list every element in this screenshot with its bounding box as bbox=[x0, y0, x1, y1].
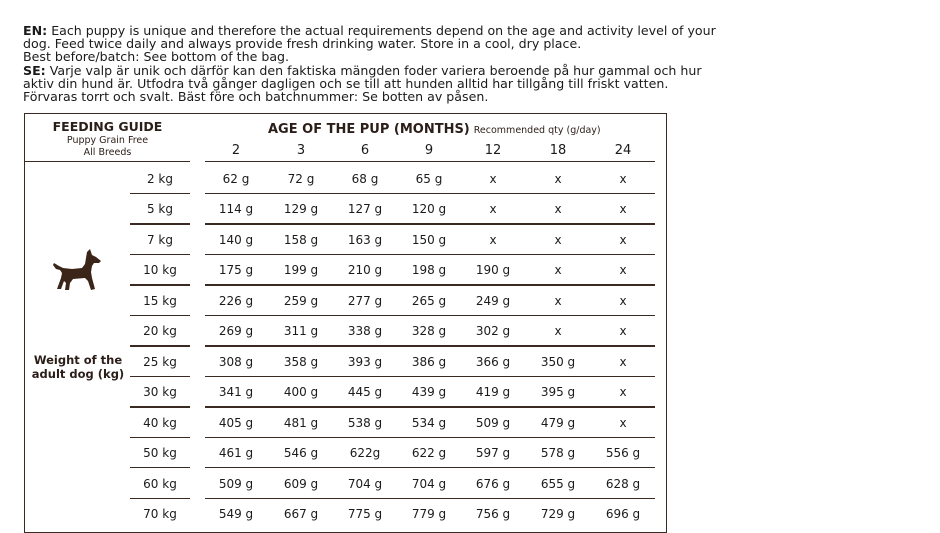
row-divider bbox=[205, 437, 655, 438]
qty-cell: 163 g bbox=[347, 232, 383, 247]
row-divider bbox=[205, 254, 655, 255]
row-divider bbox=[130, 254, 190, 255]
month-header: 12 bbox=[484, 143, 502, 158]
row-divider bbox=[205, 406, 655, 407]
se-line-3: Förvaras torrt och svalt. Bäst före och batchnummer: Se botten av påsen. bbox=[23, 89, 489, 105]
row-divider bbox=[130, 315, 190, 316]
weight-cell: 70 kg bbox=[143, 506, 177, 521]
qty-cell: x bbox=[489, 172, 497, 186]
qty-cell: 393 g bbox=[347, 354, 383, 369]
qty-cell: 578 g bbox=[540, 446, 576, 461]
qty-cell: 549 g bbox=[218, 506, 254, 521]
en-line-3: Best before/batch: See bottom of the bag. bbox=[23, 49, 290, 65]
en-text-1: Each puppy is unique and therefore the actual requirements depend on the age and activity level of your bbox=[47, 23, 716, 38]
month-header: 24 bbox=[614, 143, 632, 158]
se-line-1 bbox=[23, 64, 723, 77]
qty-cell: x bbox=[619, 202, 627, 217]
month-header: 2 bbox=[231, 143, 241, 158]
weight-cell: 30 kg bbox=[143, 385, 177, 400]
weight-cell: 2 kg bbox=[146, 172, 173, 186]
qty-cell: 775 g bbox=[347, 506, 383, 521]
qty-cell: 158 g bbox=[283, 232, 319, 247]
qty-cell: 538 g bbox=[347, 415, 383, 430]
qty-cell: 338 g bbox=[347, 324, 383, 339]
month-header: 18 bbox=[549, 143, 567, 158]
row-divider bbox=[205, 498, 655, 499]
qty-cell: 556 g bbox=[605, 446, 641, 461]
subtitle-line-1: Puppy Grain Free bbox=[66, 135, 149, 146]
qty-cell: 729 g bbox=[540, 506, 576, 521]
row-divider bbox=[205, 315, 655, 316]
qty-cell: x bbox=[554, 324, 562, 339]
month-header: 9 bbox=[424, 143, 434, 158]
feeding-guide-subtitle bbox=[28, 135, 187, 158]
qty-cell: 386 g bbox=[411, 354, 447, 369]
qty-cell: 190 g bbox=[475, 263, 511, 278]
weight-cell: 50 kg bbox=[143, 446, 177, 461]
qty-cell: 509 g bbox=[218, 476, 254, 491]
qty-cell: 405 g bbox=[218, 415, 254, 430]
qty-cell: 622 g bbox=[411, 446, 447, 461]
qty-cell: 439 g bbox=[411, 385, 447, 400]
qty-cell: 65 g bbox=[415, 172, 443, 186]
qty-cell: 609 g bbox=[283, 476, 319, 491]
qty-cell: 150 g bbox=[411, 232, 447, 247]
qty-cell: x bbox=[619, 263, 627, 278]
qty-cell: 509 g bbox=[475, 415, 511, 430]
qty-cell: x bbox=[619, 232, 627, 247]
qty-cell: 277 g bbox=[347, 293, 383, 308]
qty-cell: 114 g bbox=[218, 202, 254, 217]
subtitle-line-2: All Breeds bbox=[83, 146, 132, 158]
qty-cell: 62 g bbox=[222, 172, 250, 186]
se-label: SE: bbox=[23, 62, 46, 78]
age-header bbox=[268, 118, 601, 137]
row-divider bbox=[130, 376, 190, 377]
weight-cell: 25 kg bbox=[143, 354, 177, 369]
qty-cell: 249 g bbox=[475, 293, 511, 308]
qty-cell: 667 g bbox=[283, 506, 319, 521]
weight-cell: 10 kg bbox=[143, 263, 177, 278]
qty-cell: 597 g bbox=[475, 446, 511, 461]
se-line-2: aktiv din hund är. Utfodra två gånger dagligen och se till att hunden alltid har tillgång till friskt vatten. bbox=[23, 75, 669, 91]
qty-cell: x bbox=[619, 172, 627, 186]
qty-cell: 350 g bbox=[540, 354, 576, 369]
qty-cell: 129 g bbox=[283, 202, 319, 217]
qty-cell: 198 g bbox=[411, 263, 447, 278]
qty-cell: 628 g bbox=[605, 476, 641, 491]
month-header: 6 bbox=[360, 143, 370, 158]
weight-cell: 7 kg bbox=[146, 232, 173, 247]
qty-cell: x bbox=[619, 385, 627, 400]
qty-cell: 68 g bbox=[351, 172, 379, 186]
qty-cell: 175 g bbox=[218, 263, 254, 278]
row-divider bbox=[205, 193, 655, 194]
weight-cell: 20 kg bbox=[143, 324, 177, 339]
qty-cell: 655 g bbox=[540, 476, 576, 491]
qty-cell: 479 g bbox=[540, 415, 576, 430]
row-divider bbox=[130, 284, 190, 285]
qty-cell: 226 g bbox=[218, 293, 254, 308]
se-text-1: Varje valp är unik och därför kan den faktiska mängden foder variera beroende på hur gammal och hur bbox=[45, 62, 702, 78]
qty-cell: 704 g bbox=[411, 476, 447, 491]
qty-cell: x bbox=[619, 415, 627, 430]
row-divider bbox=[130, 345, 190, 346]
feeding-guide-title: FEEDING GUIDE bbox=[52, 119, 163, 134]
weight-cell: 5 kg bbox=[146, 202, 173, 217]
qty-cell: x bbox=[489, 202, 497, 217]
qty-cell: 534 g bbox=[411, 415, 447, 430]
qty-cell: 481 g bbox=[283, 415, 319, 430]
qty-cell: 546 g bbox=[283, 446, 319, 461]
header-divider bbox=[24, 161, 190, 162]
qty-cell: x bbox=[619, 324, 627, 339]
en-line-2: dog. Feed twice daily and always provide fresh drinking water. Store in a cool, dry place. bbox=[23, 36, 582, 52]
qty-cell: 622g bbox=[349, 446, 381, 461]
weight-label-line-1: Weight of the bbox=[33, 353, 123, 367]
qty-cell: 127 g bbox=[347, 202, 383, 217]
qty-cell: 696 g bbox=[605, 506, 641, 521]
header-divider bbox=[205, 161, 655, 162]
qty-note: Recommended qty (g/day) bbox=[473, 125, 601, 136]
qty-cell: 676 g bbox=[475, 476, 511, 491]
dog-silhouette-icon bbox=[52, 248, 102, 292]
qty-cell: 199 g bbox=[283, 263, 319, 278]
row-divider bbox=[205, 345, 655, 346]
qty-cell: x bbox=[619, 354, 627, 369]
qty-cell: 704 g bbox=[347, 476, 383, 491]
qty-cell: 302 g bbox=[475, 324, 511, 339]
qty-cell: x bbox=[554, 172, 562, 186]
weight-cell: 15 kg bbox=[143, 293, 177, 308]
weight-cell: 60 kg bbox=[143, 476, 177, 491]
row-divider bbox=[130, 498, 190, 499]
qty-cell: 341 g bbox=[218, 385, 254, 400]
row-divider bbox=[205, 467, 655, 468]
en-label: EN: bbox=[23, 23, 48, 38]
qty-cell: 419 g bbox=[475, 385, 511, 400]
row-divider bbox=[130, 223, 190, 224]
qty-cell: 140 g bbox=[218, 232, 254, 247]
weight-axis-label bbox=[30, 353, 126, 381]
qty-cell: 72 g bbox=[287, 172, 315, 186]
qty-cell: x bbox=[554, 202, 562, 217]
age-header-title: AGE OF THE PUP (MONTHS) bbox=[268, 122, 470, 137]
row-divider bbox=[130, 406, 190, 407]
qty-cell: x bbox=[554, 263, 562, 278]
qty-cell: 269 g bbox=[218, 324, 254, 339]
qty-cell: 779 g bbox=[411, 506, 447, 521]
qty-cell: 395 g bbox=[540, 385, 576, 400]
qty-cell: 461 g bbox=[218, 446, 254, 461]
row-divider bbox=[205, 223, 655, 224]
qty-cell: 120 g bbox=[411, 202, 447, 217]
row-divider bbox=[205, 376, 655, 377]
qty-cell: 328 g bbox=[411, 324, 447, 339]
qty-cell: x bbox=[619, 293, 627, 308]
qty-cell: 358 g bbox=[283, 354, 319, 369]
qty-cell: 400 g bbox=[283, 385, 319, 400]
qty-cell: x bbox=[554, 232, 562, 247]
qty-cell: 366 g bbox=[475, 354, 511, 369]
weight-label-line-2: adult dog (kg) bbox=[31, 367, 125, 381]
month-header: 3 bbox=[296, 143, 306, 158]
intro-text bbox=[23, 24, 723, 103]
qty-cell: x bbox=[489, 232, 497, 247]
row-divider bbox=[205, 284, 655, 285]
qty-cell: 210 g bbox=[347, 263, 383, 278]
qty-cell: 265 g bbox=[411, 293, 447, 308]
qty-cell: 756 g bbox=[475, 506, 511, 521]
qty-cell: 259 g bbox=[283, 293, 319, 308]
qty-cell: x bbox=[554, 293, 562, 308]
row-divider bbox=[130, 193, 190, 194]
qty-cell: 445 g bbox=[347, 385, 383, 400]
qty-cell: 311 g bbox=[283, 324, 319, 339]
weight-cell: 40 kg bbox=[143, 415, 177, 430]
row-divider bbox=[130, 467, 190, 468]
qty-cell: 308 g bbox=[218, 354, 254, 369]
row-divider bbox=[130, 437, 190, 438]
